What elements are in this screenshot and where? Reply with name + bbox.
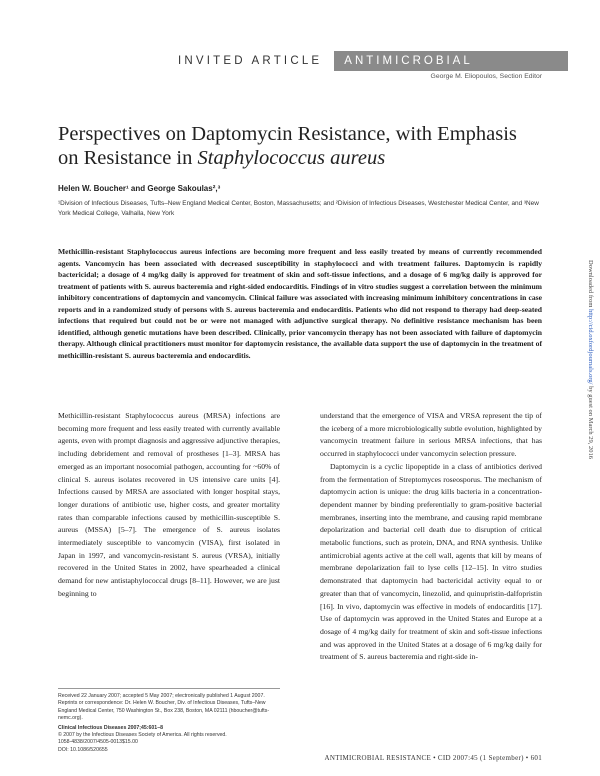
section-editor: George M. Eliopoulos, Section Editor: [430, 73, 542, 80]
topic-label: ANTIMICROBIAL RESISTANCE: [334, 51, 568, 71]
affiliations: ¹Division of Infectious Diseases, Tufts–New England Medical Center, Boston, Massachusetts; and ²Division of Infectious Diseases, Westchester Medical Center, and ³New York Medical College, Valhalla, New York: [58, 200, 539, 217]
reprints-correspondence: Reprints or correspondence: Dr. Helen W. Boucher, Div. of Infectious Diseases, Tufts–New England Medical Center, 750 Washington St., Box 238, Boston, MA 02111 (hboucher@tufts-nemc.org).: [58, 700, 270, 722]
body-column-right: [320, 410, 542, 664]
issn: 1058-4838/2007/4505-0013$15.00: [58, 739, 138, 746]
footnote: [58, 688, 280, 754]
download-watermark: [586, 260, 594, 660]
body-paragraph: Methicillin-resistant Staphylococcus aureus (MRSA) infections are becoming more frequent and less easily treated with currently available agents, even with prompt diagnosis and aggressive adjunctive therapies, including debridement and removal of prostheses [1–3]. MRSA has emerged as an important nosocomial pathogen, accounting for ~60% of clinical S. aureus isolates recovered in US intensive care units [4]. Infections caused by MRSA are associated with longer hospital stays, longer durations of antibiotic use, higher costs, and greater mortality rates than comparable infections caused by methicillin-susceptible S. aureus (MSSA) [5–7]. The emergence of S. aureus isolates intermediately susceptible to vancomycin (VISA), first isolated in Japan in 1997, and vancomycin-resistant S. aureus (VRSA), initially recovered in the United States in 2002, have spearheaded a clinical demand for new antistaphylococcal drugs [8–11]. However, we are just beginning to: [58, 411, 280, 598]
title-italic: Staphylococcus aureus: [197, 147, 386, 169]
journal-citation: Clinical Infectious Diseases 2007;45:601–8: [58, 724, 163, 731]
download-link[interactable]: http://cid.oxfordjournals.org/: [587, 309, 594, 385]
article-title: [58, 122, 528, 170]
body-paragraph: Daptomycin is a cyclic lipopeptide in a class of antibiotics derived from the fermentation of Streptomyces roseosporus. The mechanism of daptomycin action is unique: the drug kills bacteria in a concentration-dependent manner by binding preferentially to gram-positive bacterial membranes, inserting into the membrane, and causing rapid membrane depolarization and bacterial cell death due to disruption of critical metabolic functions, such as protein, DNA, and RNA synthesis. Unlike antimicrobial agents active at the cell wall, agents that kill by means of membrane depolarization fail to lyse cells [12–15]. In vitro studies demonstrated that daptomycin had bactericidal activity equal to or greater than that of vancomycin, linezolid, and quinupristin-dalfopristin [16]. In vivo, daptomycin was effective in models of endocarditis [17]. Use of daptomycin was approved in the United States and Europe at a dosage of 4 mg/kg daily for treatment of skin and soft-tissue infections and was approved in the United States at a dosage of 6 mg/kg daily for treatment of S. aureus bacteremia and right-side in-: [320, 461, 542, 662]
doi: DOI: 10.1086/520655: [58, 746, 108, 753]
section-label: INVITED ARTICLE: [178, 55, 323, 67]
body-column-left: [58, 410, 280, 601]
download-prefix: Downloaded from: [587, 260, 594, 310]
body-paragraph: understand that the emergence of VISA and VRSA represent the tip of the iceberg of a more microbiologically subtle evolution, highlighted by vancomycin treatment failure in serious MRSA infections, that has occurred in staphylococci under vancomycin selection pressure.: [320, 411, 542, 459]
abstract: Methicillin-resistant Staphylococcus aureus infections are becoming more frequent and less easily treated by means of currently recommended agents. Vancomycin has been associated with decreased susceptibility in staphylococci and with treatment failures. Daptomycin is rapidly bactericidal; a dosage of 4 mg/kg daily is approved for treatment of skin and soft-tissue infections, and a dosage of 6 mg/kg daily is approved for treatment of patients with S. aureus bacteremia and right-sided endocarditis. Findings of in vitro studies suggest a correlation between the minimum inhibitory concentrations of daptomycin and vancomycin. Clinical failure was associated with increasing minimum inhibitory concentrations in case reports and in a randomized study of persons with S. aureus bacteremia and endocarditis. Patients who did not respond to therapy had deep-seated infections that required but could not be or were not managed with adjunctive surgical therapy. No definitive resistance mechanism has been identified, although genetic mutations have been described. Clinically, prior vancomycin therapy has not been associated with failure of daptomycin therapy. Although clinical practitioners must monitor for daptomycin resistance, the available data support the use of daptomycin in the treatment of methicillin-resistant S. aureus bacteremia and endocarditis.: [58, 247, 542, 360]
title-text: Perspectives on Daptomycin Resistance, with Emphasis on Resistance in: [58, 123, 517, 169]
running-footer: ANTIMICROBIAL RESISTANCE • CID 2007:45 (1 September) • 601: [324, 754, 542, 762]
download-note: [587, 260, 594, 459]
download-suffix: by guest on March 29, 2016: [587, 384, 594, 460]
copyright: © 2007 by the Infectious Diseases Society of America. All rights reserved.: [58, 732, 227, 739]
authors: Helen W. Boucher¹ and George Sakoulas²,³: [58, 184, 221, 193]
received-dates: Received 22 January 2007; accepted 5 May 2007; electronically published 1 August 2007.: [58, 693, 265, 699]
